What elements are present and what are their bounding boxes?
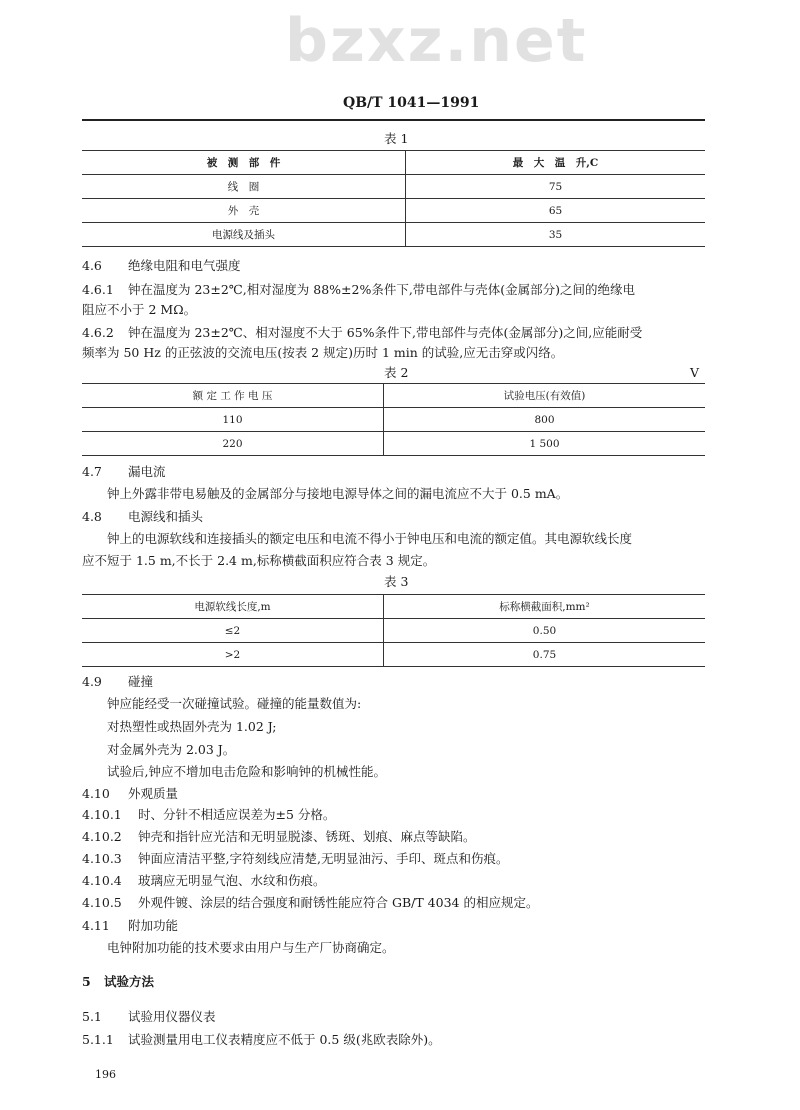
table-header-cell: 最 大 温 升,C xyxy=(406,151,706,175)
section-4-7-heading xyxy=(82,464,166,480)
section-4-8-heading xyxy=(82,509,203,525)
table-header-row xyxy=(82,151,705,175)
section-title: 碰撞 xyxy=(128,674,154,689)
section-number: 4.10.2 xyxy=(82,829,122,844)
section-5-1-1 xyxy=(82,1032,441,1048)
table-row xyxy=(82,643,705,667)
section-number: 4.6.1 xyxy=(82,282,114,297)
table-row xyxy=(82,175,705,199)
table-header-cell: 被 测 部 件 xyxy=(82,151,406,175)
section-title: 绝缘电阻和电气强度 xyxy=(128,258,241,273)
table-header-row xyxy=(82,384,705,408)
paragraph-text: 钟在温度为 23±2℃、相对湿度不大于 65%条件下,带电部件与壳体(金属部分)之间,应能耐受 xyxy=(128,325,643,340)
section-4-6-1-line2: 阻应不小于 2 MΩ。 xyxy=(82,302,197,317)
section-number: 4.11 xyxy=(82,918,110,933)
table3 xyxy=(82,594,705,667)
paragraph-text: 试验测量用电工仪表精度应不低于 0.5 级(兆欧表除外)。 xyxy=(128,1032,441,1047)
page-number: 196 xyxy=(95,1068,116,1081)
section-4-6-1-line1 xyxy=(82,282,635,298)
paragraph-text: 时、分针不相适应误差为±5 分格。 xyxy=(138,807,336,822)
table-cell: 65 xyxy=(406,199,706,223)
table-cell: 800 xyxy=(384,408,706,432)
table-cell: 0.75 xyxy=(384,643,706,667)
table-cell: 外 壳 xyxy=(82,199,406,223)
section-number: 4.6 xyxy=(82,258,102,273)
table-cell: 线 圈 xyxy=(82,175,406,199)
standard-code-header: QB/T 1041—1991 xyxy=(343,95,480,111)
section-4-9-heading xyxy=(82,674,153,690)
section-title: 附加功能 xyxy=(128,918,179,933)
table-cell: ≤2 xyxy=(82,619,384,643)
section-number: 4.8 xyxy=(82,509,102,524)
table-row xyxy=(82,432,705,456)
section-4-9-line: 对金属外壳为 2.03 J。 xyxy=(107,742,236,757)
table-cell: 1 500 xyxy=(384,432,706,456)
table-header-cell: 电源软线长度,m xyxy=(82,595,384,619)
section-4-10-3 xyxy=(82,851,508,867)
paragraph-text: 钟在温度为 23±2℃,相对湿度为 88%±2%条件下,带电部件与壳体(金属部分)之间的绝缘电 xyxy=(128,282,636,297)
section-title: 外观质量 xyxy=(128,786,179,801)
section-number: 4.10.5 xyxy=(82,895,122,910)
paragraph-text: 钟壳和指针应光洁和无明显脱漆、锈斑、划痕、麻点等缺陷。 xyxy=(138,829,476,844)
table-row xyxy=(82,223,705,247)
section-number: 4.10.3 xyxy=(82,851,122,866)
section-4-6-heading xyxy=(82,258,241,274)
table-cell: 电源线及插头 xyxy=(82,223,406,247)
section-number: 4.9 xyxy=(82,674,102,689)
section-number: 4.6.2 xyxy=(82,325,114,340)
table-row xyxy=(82,619,705,643)
section-4-10-4 xyxy=(82,873,326,889)
table-cell: 35 xyxy=(406,223,706,247)
watermark: bzxz.net xyxy=(285,6,588,76)
paragraph-text: 玻璃应无明显气泡、水纹和伤痕。 xyxy=(138,873,326,888)
table-row xyxy=(82,199,705,223)
section-4-9-line: 钟应能经受一次碰撞试验。碰撞的能量数值为: xyxy=(107,696,362,711)
table-cell: 75 xyxy=(406,175,706,199)
section-number: 5.1.1 xyxy=(82,1032,114,1047)
section-title: 电源线和插头 xyxy=(128,509,204,524)
table-cell: 220 xyxy=(82,432,384,456)
table3-caption: 表 3 xyxy=(384,574,409,589)
table-header-row xyxy=(82,595,705,619)
section-5-1-heading xyxy=(82,1009,216,1025)
section-4-10-heading xyxy=(82,786,178,802)
table-header-cell: 试验电压(有效值) xyxy=(384,384,706,408)
paragraph-text: 外观件镀、涂层的结合强度和耐锈性能应符合 GB/T 4034 的相应规定。 xyxy=(138,895,539,910)
section-4-6-2-line1 xyxy=(82,325,642,341)
section-number: 5.1 xyxy=(82,1009,102,1024)
section-4-9-line: 试验后,钟应不增加电击危险和影响钟的机械性能。 xyxy=(107,764,386,779)
section-4-11-heading xyxy=(82,918,178,934)
header-rule xyxy=(82,119,705,121)
table-header-cell: 标称横截面积,mm² xyxy=(384,595,706,619)
section-number: 4.10 xyxy=(82,786,110,801)
section-5-heading xyxy=(82,974,154,990)
table-cell: 110 xyxy=(82,408,384,432)
section-4-8-line2: 应不短于 1.5 m,不长于 2.4 m,标称横截面积应符合表 3 规定。 xyxy=(82,553,436,568)
section-title: 试验方法 xyxy=(104,974,155,989)
table-row xyxy=(82,408,705,432)
table-cell: 0.50 xyxy=(384,619,706,643)
paragraph-text: 钟面应清洁平整,字符刻线应清楚,无明显油污、手印、斑点和伤痕。 xyxy=(138,851,509,866)
section-number: 4.10.4 xyxy=(82,873,122,888)
table-header-cell: 额 定 工 作 电 压 xyxy=(82,384,384,408)
section-4-11-text: 电钟附加功能的技术要求由用户与生产厂协商确定。 xyxy=(107,940,395,955)
table1-caption: 表 1 xyxy=(384,131,409,146)
section-4-8-line1: 钟上的电源软线和连接插头的额定电压和电流不得小于钟电压和电流的额定值。其电源软线长度 xyxy=(107,531,633,546)
section-title: 试验用仪器仪表 xyxy=(128,1009,216,1024)
table1 xyxy=(82,150,705,247)
section-number: 4.10.1 xyxy=(82,807,122,822)
table2-unit: V xyxy=(690,365,700,380)
section-4-7-text: 钟上外露非带电易触及的金属部分与接地电源导体之间的漏电流应不大于 0.5 mA。 xyxy=(107,486,569,501)
section-title: 漏电流 xyxy=(128,464,166,479)
section-4-10-1 xyxy=(82,807,335,823)
table2-caption: 表 2 xyxy=(384,365,409,380)
section-4-6-2-line2: 频率为 50 Hz 的正弦波的交流电压(按表 2 规定)历时 1 min 的试验,应无击穿或闪络。 xyxy=(82,345,564,360)
section-number: 5 xyxy=(82,974,91,989)
table2 xyxy=(82,383,705,456)
section-number: 4.7 xyxy=(82,464,102,479)
section-4-10-2 xyxy=(82,829,476,845)
section-4-10-5 xyxy=(82,895,538,911)
table-cell: >2 xyxy=(82,643,384,667)
section-4-9-line: 对热塑性或热固外壳为 1.02 J; xyxy=(107,719,277,734)
